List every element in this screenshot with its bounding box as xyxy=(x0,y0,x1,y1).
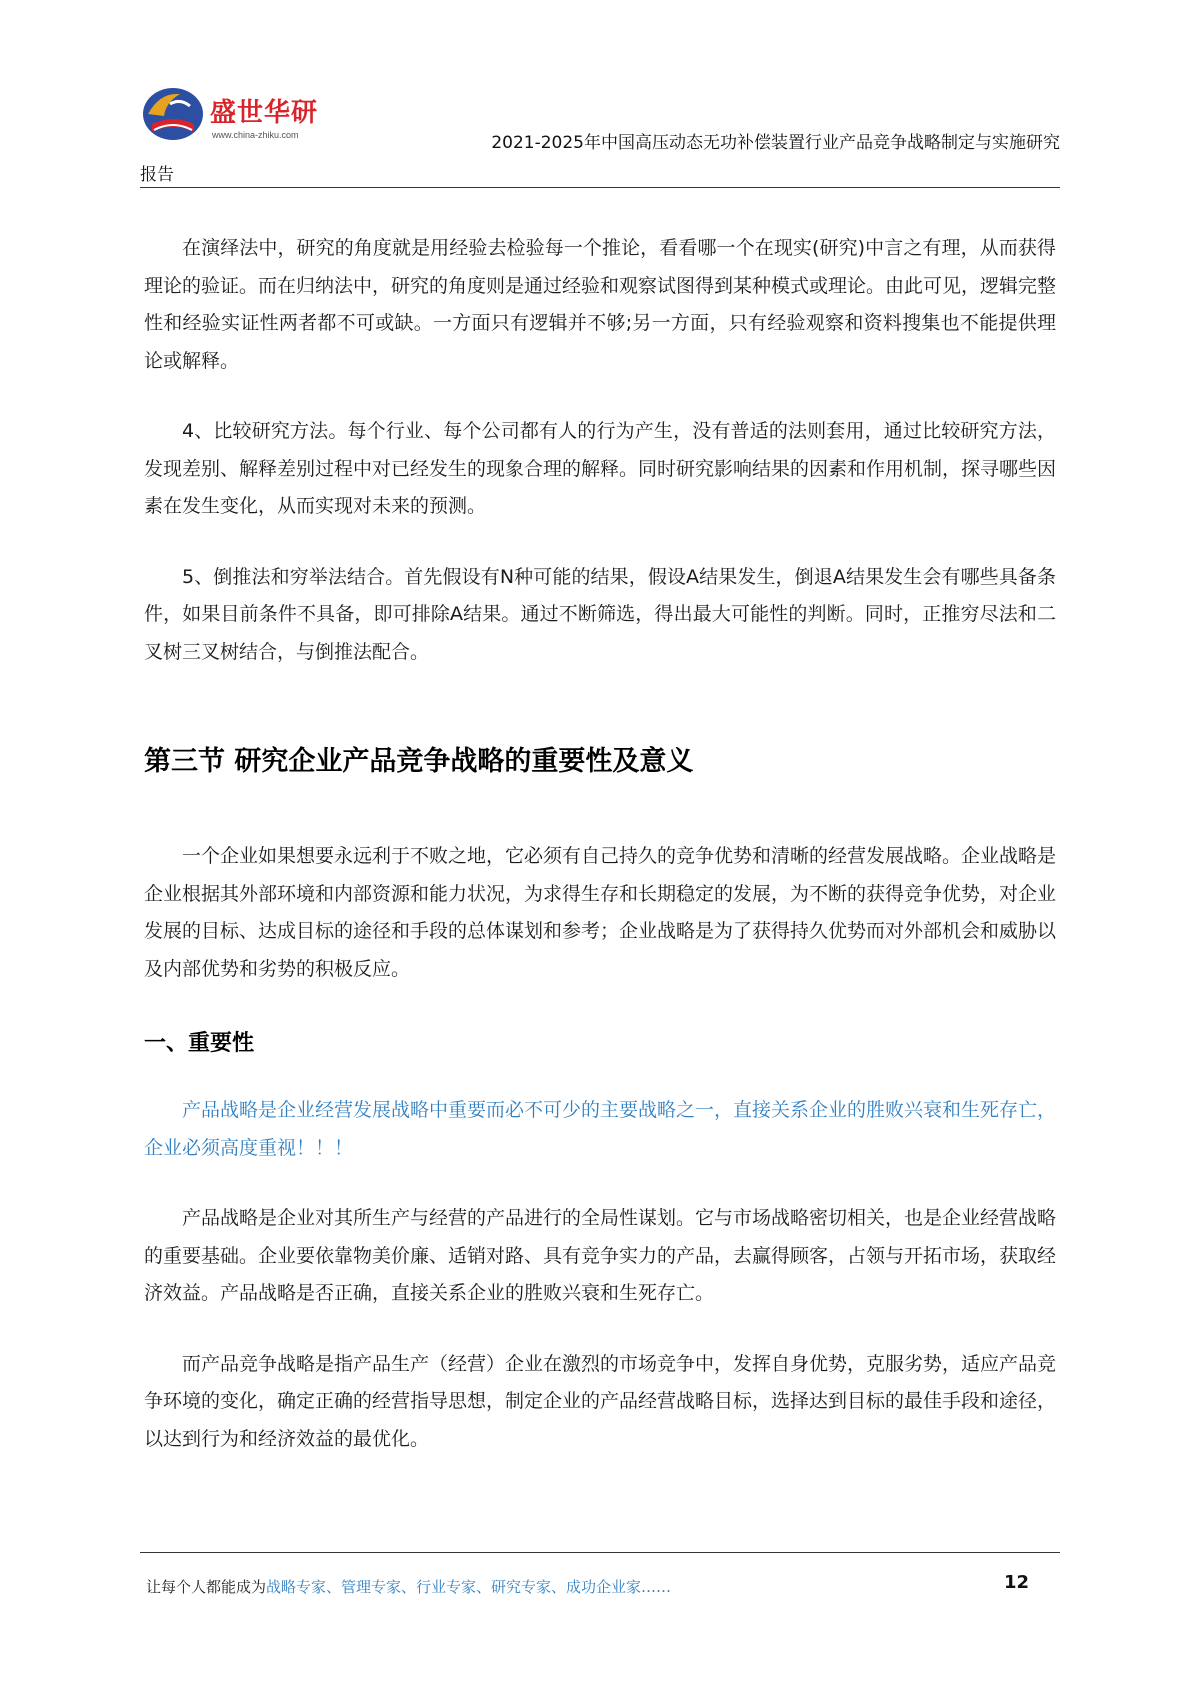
report-title: 2021-2025年中国高压动态无功补偿装置行业产品竞争战略制定与实施研究 xyxy=(491,133,1060,153)
company-logo xyxy=(140,80,360,150)
report-title-continued: 报告 xyxy=(140,165,174,185)
logo-book-icon xyxy=(140,84,206,146)
subheading-importance: 一、重要性 xyxy=(144,1031,255,1056)
logo-url: www.china-zhiku.com xyxy=(212,130,299,140)
paragraph-comparative-method: 4、比较研究方法。每个行业、每个公司都有人的行为产生，没有普适的法则套用，通过比较研究方法，发现差别、解释差别过程中对已经发生的现象合理的解释。同时研究影响结果的因素和作用机制，探寻哪些因素在发生变化，从而实现对未来的预测。 xyxy=(144,420,1057,517)
paragraph-backward-method: 5、倒推法和穷举法结合。首先假设有N种可能的结果，假设A结果发生，倒退A结果发生会有哪些具备条件，如果目前条件不具备，即可排除A结果。通过不断筛选，得出最大可能性的判断。同时，正推穷尽法和二叉树三叉树结合，与倒推法配合。 xyxy=(144,565,1056,663)
paragraph-enterprise-strategy: 一个企业如果想要永远利于不败之地，它必须有自己持久的竞争优势和清晰的经营发展战略。企业战略是企业根据其外部环境和内部资源和能力状况，为求得生存和长期稳定的发展，为不断的获得竞争优势，对企业发展的目标、达成目标的途径和手段的总体谋划和参考；企业战略是为了获得持久优势而对外部机会和威胁以及内部优势和劣势的积极反应。 xyxy=(144,845,1057,980)
slogan-roles: 战略专家、管理专家、行业专家、研究专家、成功企业家…… xyxy=(266,1578,672,1596)
page-header xyxy=(140,80,1060,190)
slogan-prefix: 让每个人都能成为 xyxy=(146,1578,267,1596)
page-body xyxy=(144,230,1056,1458)
page-number: 12 xyxy=(1004,1572,1030,1593)
footer-slogan xyxy=(146,1576,671,1597)
highlighted-statement: 产品战略是企业经营发展战略中重要而必不可少的主要战略之一，直接关系企业的胜败兴衰和生死存亡，企业必须高度重视！！！ xyxy=(144,1099,1057,1159)
header-divider xyxy=(140,187,1060,188)
section-heading: 第三节 研究企业产品竞争战略的重要性及意义 xyxy=(144,746,694,777)
paragraph-deduction: 在演绎法中，研究的角度就是用经验去检验每一个推论，看看哪一个在现实(研究)中言之有理，从而获得理论的验证。而在归纳法中，研究的角度则是通过经验和观察试图得到某种模式或理论。由此可见，逻辑完整性和经验实证性两者都不可或缺。一方面只有逻辑并不够;另一方面，只有经验观察和资料搜集也不能提供理论或解释。 xyxy=(144,237,1057,372)
paragraph-competition-strategy: 而产品竞争战略是指产品生产（经营）企业在激烈的市场竞争中，发挥自身优势，克服劣势，适应产品竞争环境的变化，确定正确的经营指导思想，制定企业的产品经营战略目标，选择达到目标的最佳手段和途径，以达到行为和经济效益的最优化。 xyxy=(144,1352,1057,1450)
footer-divider xyxy=(140,1552,1060,1553)
logo-name: 盛世华研 xyxy=(210,98,319,128)
paragraph-product-strategy: 产品战略是企业对其所生产与经营的产品进行的全局性谋划。它与市场战略密切相关，也是企业经营战略的重要基础。企业要依靠物美价廉、适销对路、具有竞争实力的产品，去赢得顾客，占领与开拓市场，获取经济效益。产品战略是否正确，直接关系企业的胜败兴衰和生死存亡。 xyxy=(144,1207,1057,1304)
